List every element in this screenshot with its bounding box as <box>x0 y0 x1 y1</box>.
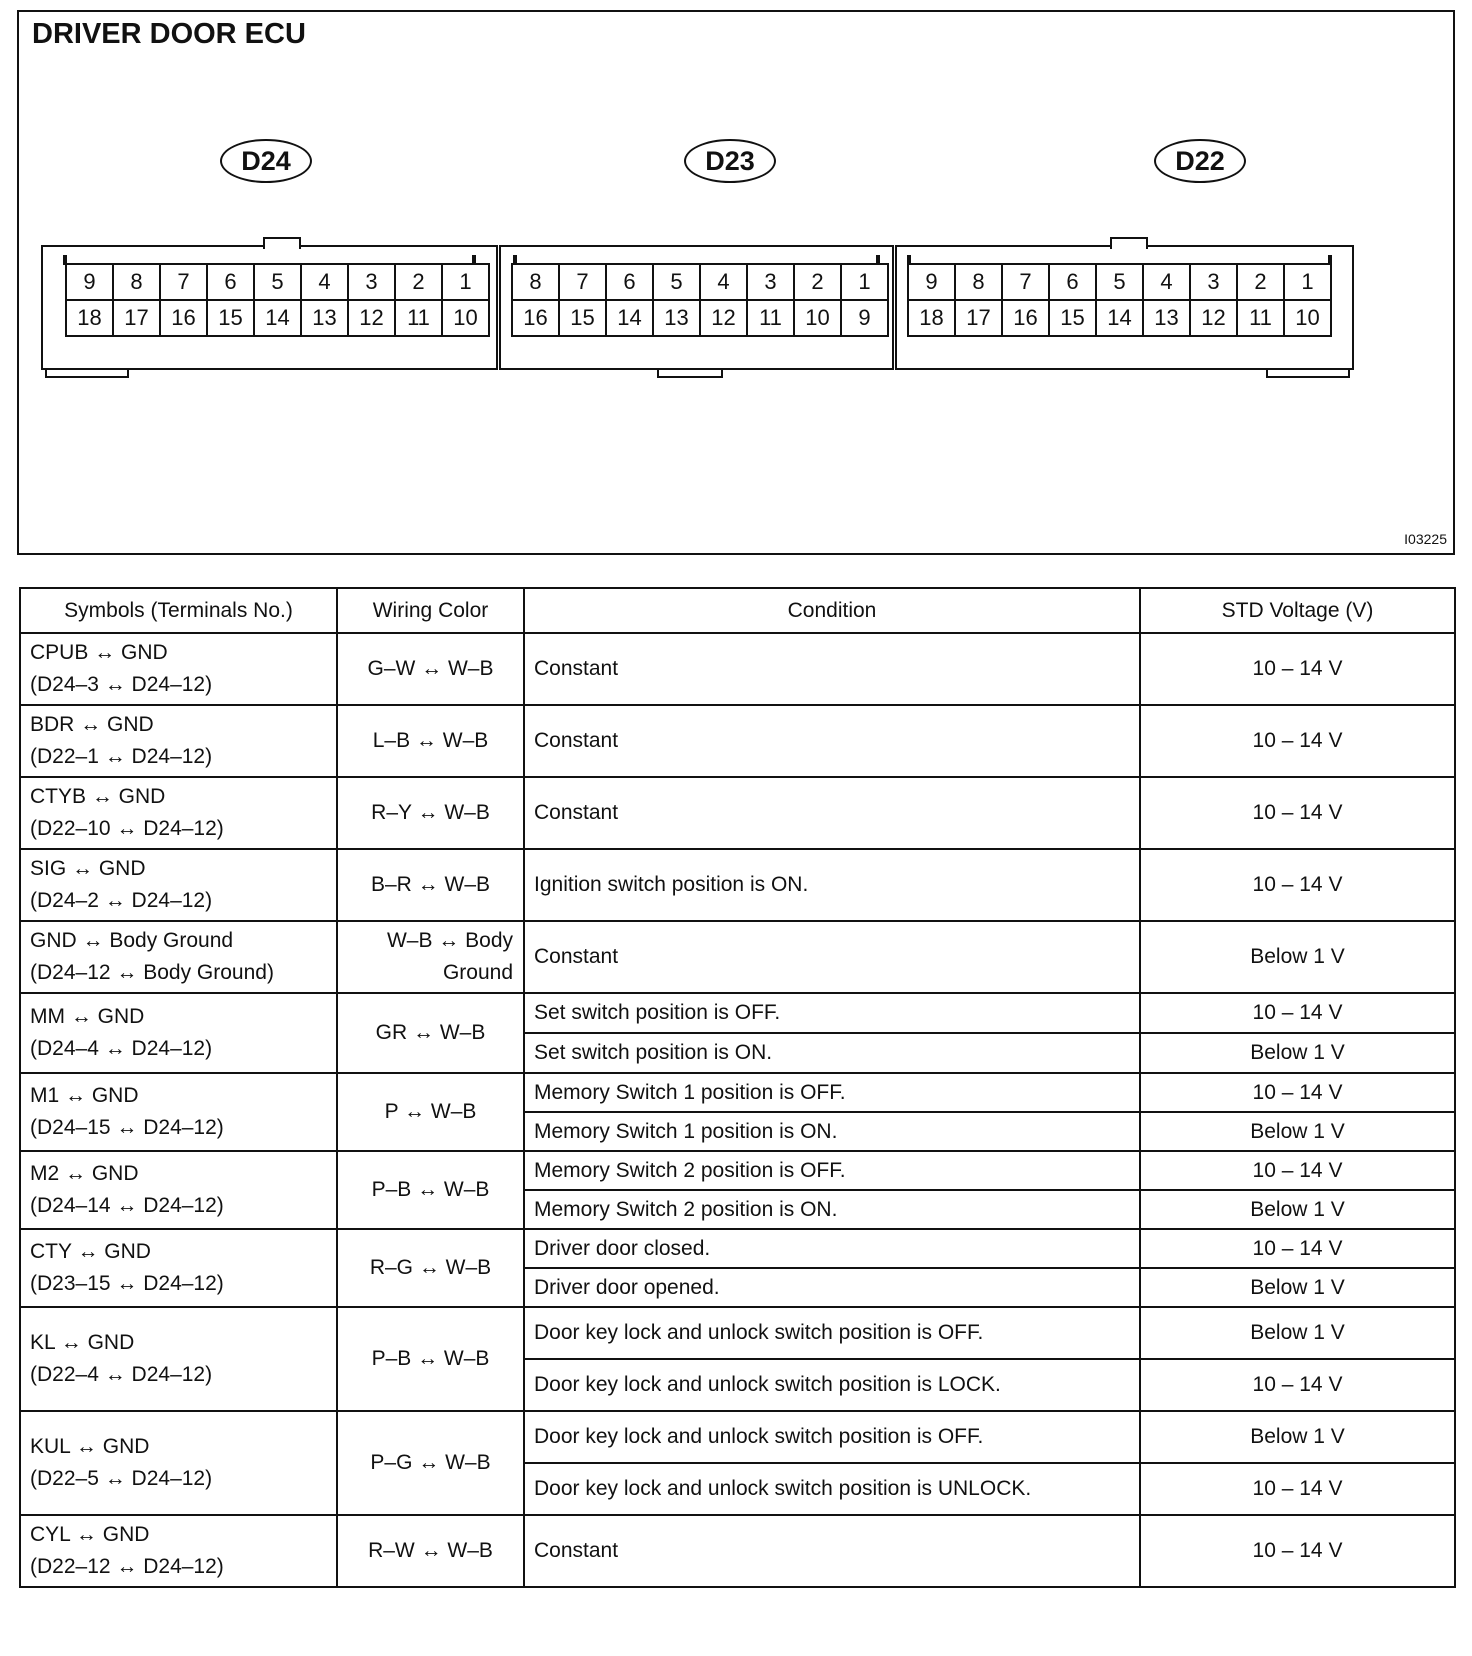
table-row <box>20 777 1455 849</box>
symbol-name: CTYB ↔ GND <box>30 785 166 808</box>
symbol-cell <box>20 1515 337 1587</box>
symbol-name: KUL ↔ GND <box>30 1435 150 1458</box>
pin-grid-d22 <box>907 263 1332 337</box>
pin-cell: 2 <box>396 265 443 301</box>
wiring-color: P–B ↔ W–B <box>371 1347 490 1370</box>
wiring-color-cell <box>337 1151 524 1229</box>
pin-cell: 12 <box>1191 301 1238 337</box>
pin-cell: 14 <box>255 301 302 337</box>
condition-cell: Driver door opened. <box>524 1268 1140 1307</box>
pin-cell: 16 <box>161 301 208 337</box>
connector-foot <box>1266 368 1350 378</box>
pin-cell: 2 <box>795 265 842 301</box>
table-row <box>20 1151 1455 1190</box>
pin-cell: 4 <box>701 265 748 301</box>
voltage-cell: 10 – 14 V <box>1140 633 1455 705</box>
symbol-name: GND ↔ Body Ground <box>30 929 234 952</box>
symbol-cell <box>20 1307 337 1411</box>
symbol-name: SIG ↔ GND <box>30 857 146 880</box>
symbol-cell <box>20 633 337 705</box>
pin-cell: 3 <box>748 265 795 301</box>
voltage-cell: Below 1 V <box>1140 1112 1455 1151</box>
voltage-cell: 10 – 14 V <box>1140 1515 1455 1587</box>
condition-cell: Constant <box>524 777 1140 849</box>
pin-cell: 8 <box>513 265 560 301</box>
terminal-numbers: (D24–15 ↔ D24–12) <box>30 1116 224 1139</box>
pin-cell: 14 <box>607 301 654 337</box>
pin-cell: 12 <box>701 301 748 337</box>
table-row <box>20 1411 1455 1463</box>
condition-cell: Constant <box>524 633 1140 705</box>
condition-cell: Door key lock and unlock switch position is OFF. <box>524 1307 1140 1359</box>
symbol-cell <box>20 1411 337 1515</box>
pin-cell: 1 <box>1285 265 1332 301</box>
header-condition: Condition <box>524 588 1140 633</box>
table-row <box>20 993 1455 1033</box>
symbol-cell <box>20 777 337 849</box>
pin-cell: 14 <box>1097 301 1144 337</box>
pin-cell: 4 <box>1144 265 1191 301</box>
terminal-numbers: (D22–1 ↔ D24–12) <box>30 745 213 768</box>
table-row <box>20 1229 1455 1268</box>
connector-diagram <box>17 10 1455 555</box>
wiring-color-cell <box>337 921 524 993</box>
wiring-color-cell <box>337 1411 524 1515</box>
condition-cell: Ignition switch position is ON. <box>524 849 1140 921</box>
pin-cell: 16 <box>1003 301 1050 337</box>
pin-cell: 13 <box>302 301 349 337</box>
terminal-numbers: (D23–15 ↔ D24–12) <box>30 1272 224 1295</box>
pin-cell: 12 <box>349 301 396 337</box>
symbol-name: CYL ↔ GND <box>30 1523 150 1546</box>
symbol-name: BDR ↔ GND <box>30 713 154 736</box>
header-symbols: Symbols (Terminals No.) <box>20 588 337 633</box>
table-body <box>20 633 1455 1587</box>
wiring-color-cell <box>337 633 524 705</box>
voltage-cell: Below 1 V <box>1140 1268 1455 1307</box>
voltage-cell: Below 1 V <box>1140 1411 1455 1463</box>
terminal-numbers: (D24–14 ↔ D24–12) <box>30 1194 224 1217</box>
terminal-numbers: (D24–3 ↔ D24–12) <box>30 673 213 696</box>
symbol-cell <box>20 849 337 921</box>
pin-cell: 8 <box>956 265 1003 301</box>
terminal-numbers: (D22–12 ↔ D24–12) <box>30 1555 224 1578</box>
pin-cell: 6 <box>607 265 654 301</box>
pin-cell: 2 <box>1238 265 1285 301</box>
pin-cell: 18 <box>909 301 956 337</box>
wiring-color: B–R ↔ W–B <box>370 873 491 896</box>
voltage-cell: Below 1 V <box>1140 1190 1455 1229</box>
voltage-cell: 10 – 14 V <box>1140 705 1455 777</box>
wiring-color-cell <box>337 1515 524 1587</box>
wiring-color: L–B ↔ W–B <box>372 729 489 752</box>
voltage-cell: 10 – 14 V <box>1140 1073 1455 1112</box>
table-header-row <box>20 588 1455 633</box>
pin-cell: 5 <box>1097 265 1144 301</box>
symbol-cell <box>20 1229 337 1307</box>
condition-cell: Constant <box>524 705 1140 777</box>
wiring-color: P–G ↔ W–B <box>370 1451 491 1474</box>
connector-label-d23: D23 <box>684 139 776 183</box>
voltage-table <box>19 587 1456 1588</box>
pin-cell: 10 <box>443 301 490 337</box>
table-row <box>20 633 1455 705</box>
symbol-name: M2 ↔ GND <box>30 1162 139 1185</box>
symbol-cell <box>20 1151 337 1229</box>
wiring-color: GR ↔ W–B <box>375 1021 486 1044</box>
pin-cell: 16 <box>513 301 560 337</box>
voltage-cell: Below 1 V <box>1140 1033 1455 1073</box>
wiring-color-cell <box>337 849 524 921</box>
terminal-numbers: (D22–4 ↔ D24–12) <box>30 1363 213 1386</box>
terminal-numbers: (D22–5 ↔ D24–12) <box>30 1467 213 1490</box>
pin-cell: 7 <box>560 265 607 301</box>
connector-key <box>263 237 301 249</box>
voltage-cell: 10 – 14 V <box>1140 1359 1455 1411</box>
pin-grid-d23 <box>511 263 889 337</box>
pin-cell: 9 <box>67 265 114 301</box>
condition-cell: Set switch position is ON. <box>524 1033 1140 1073</box>
connector-label-d24: D24 <box>220 139 312 183</box>
wiring-color: W–B ↔ Body <box>386 929 513 952</box>
pin-cell: 5 <box>654 265 701 301</box>
voltage-cell: Below 1 V <box>1140 921 1455 993</box>
pin-cell: 6 <box>1050 265 1097 301</box>
condition-cell: Memory Switch 1 position is OFF. <box>524 1073 1140 1112</box>
condition-cell: Door key lock and unlock switch position is LOCK. <box>524 1359 1140 1411</box>
wiring-color: G–W ↔ W–B <box>367 657 494 680</box>
symbol-name: CTY ↔ GND <box>30 1240 151 1263</box>
condition-cell: Set switch position is OFF. <box>524 993 1140 1033</box>
connector-label-d22: D22 <box>1154 139 1246 183</box>
condition-cell: Memory Switch 2 position is ON. <box>524 1190 1140 1229</box>
table-row <box>20 1073 1455 1112</box>
condition-cell: Door key lock and unlock switch position is OFF. <box>524 1411 1140 1463</box>
figure-id: I03225 <box>1404 531 1447 547</box>
wiring-color-cell <box>337 993 524 1073</box>
pin-cell: 11 <box>748 301 795 337</box>
voltage-cell: 10 – 14 V <box>1140 849 1455 921</box>
wiring-color-cell <box>337 1229 524 1307</box>
pin-cell: 10 <box>1285 301 1332 337</box>
connector-key <box>1110 237 1148 249</box>
header-std-voltage: STD Voltage (V) <box>1140 588 1455 633</box>
pin-cell: 15 <box>1050 301 1097 337</box>
voltage-cell: 10 – 14 V <box>1140 1229 1455 1268</box>
pin-cell: 1 <box>842 265 889 301</box>
connector-d24 <box>41 245 498 370</box>
diagram-title: DRIVER DOOR ECU <box>32 18 306 50</box>
wiring-color: P ↔ W–B <box>384 1100 477 1123</box>
wiring-color: R–W ↔ W–B <box>368 1539 493 1562</box>
table-row <box>20 921 1455 993</box>
connector-foot <box>657 368 723 378</box>
table-row <box>20 705 1455 777</box>
voltage-cell: 10 – 14 V <box>1140 993 1455 1033</box>
pin-cell: 11 <box>396 301 443 337</box>
terminal-numbers: (D22–10 ↔ D24–12) <box>30 817 224 840</box>
pin-cell: 15 <box>560 301 607 337</box>
pin-cell: 4 <box>302 265 349 301</box>
condition-cell: Constant <box>524 1515 1140 1587</box>
symbol-name: MM ↔ GND <box>30 1005 145 1028</box>
pin-cell: 3 <box>349 265 396 301</box>
condition-cell: Memory Switch 2 position is OFF. <box>524 1151 1140 1190</box>
terminal-numbers: (D24–4 ↔ D24–12) <box>30 1037 213 1060</box>
pin-cell: 15 <box>208 301 255 337</box>
pin-cell: 9 <box>842 301 889 337</box>
symbol-name: CPUB ↔ GND <box>30 641 168 664</box>
wiring-color-line2: Ground <box>442 961 513 984</box>
pin-cell: 11 <box>1238 301 1285 337</box>
wiring-color-cell <box>337 1307 524 1411</box>
pin-cell: 3 <box>1191 265 1238 301</box>
wiring-color: R–Y ↔ W–B <box>371 801 490 824</box>
pin-cell: 10 <box>795 301 842 337</box>
pin-cell: 13 <box>1144 301 1191 337</box>
pin-cell: 8 <box>114 265 161 301</box>
table-row <box>20 849 1455 921</box>
table-row <box>20 1515 1455 1587</box>
voltage-cell: 10 – 14 V <box>1140 1463 1455 1515</box>
pin-cell: 6 <box>208 265 255 301</box>
wiring-color-cell <box>337 1073 524 1151</box>
pin-cell: 17 <box>956 301 1003 337</box>
connector-foot <box>45 368 129 378</box>
header-wiring-color: Wiring Color <box>337 588 524 633</box>
terminal-numbers: (D24–2 ↔ D24–12) <box>30 889 213 912</box>
wiring-color-cell <box>337 705 524 777</box>
symbol-name: M1 ↔ GND <box>30 1084 139 1107</box>
wiring-color: P–B ↔ W–B <box>371 1178 490 1201</box>
table-row <box>20 1307 1455 1359</box>
pin-cell: 7 <box>1003 265 1050 301</box>
terminal-numbers: (D24–12 ↔ Body Ground) <box>30 961 274 984</box>
voltage-cell: 10 – 14 V <box>1140 777 1455 849</box>
condition-cell: Constant <box>524 921 1140 993</box>
pin-grid-d24 <box>65 263 490 337</box>
symbol-name: KL ↔ GND <box>30 1331 135 1354</box>
condition-cell: Memory Switch 1 position is ON. <box>524 1112 1140 1151</box>
voltage-cell: 10 – 14 V <box>1140 1151 1455 1190</box>
symbol-cell <box>20 993 337 1073</box>
pin-cell: 5 <box>255 265 302 301</box>
symbol-cell <box>20 705 337 777</box>
voltage-cell: Below 1 V <box>1140 1307 1455 1359</box>
connector-d22 <box>895 245 1354 370</box>
symbol-cell <box>20 1073 337 1151</box>
pin-cell: 17 <box>114 301 161 337</box>
condition-cell: Driver door closed. <box>524 1229 1140 1268</box>
pin-cell: 1 <box>443 265 490 301</box>
wiring-color-cell <box>337 777 524 849</box>
pin-cell: 9 <box>909 265 956 301</box>
pin-cell: 18 <box>67 301 114 337</box>
symbol-cell <box>20 921 337 993</box>
pin-cell: 7 <box>161 265 208 301</box>
pin-cell: 13 <box>654 301 701 337</box>
condition-cell: Door key lock and unlock switch position is UNLOCK. <box>524 1463 1140 1515</box>
connector-d23 <box>499 245 894 370</box>
wiring-color: R–G ↔ W–B <box>369 1256 492 1279</box>
